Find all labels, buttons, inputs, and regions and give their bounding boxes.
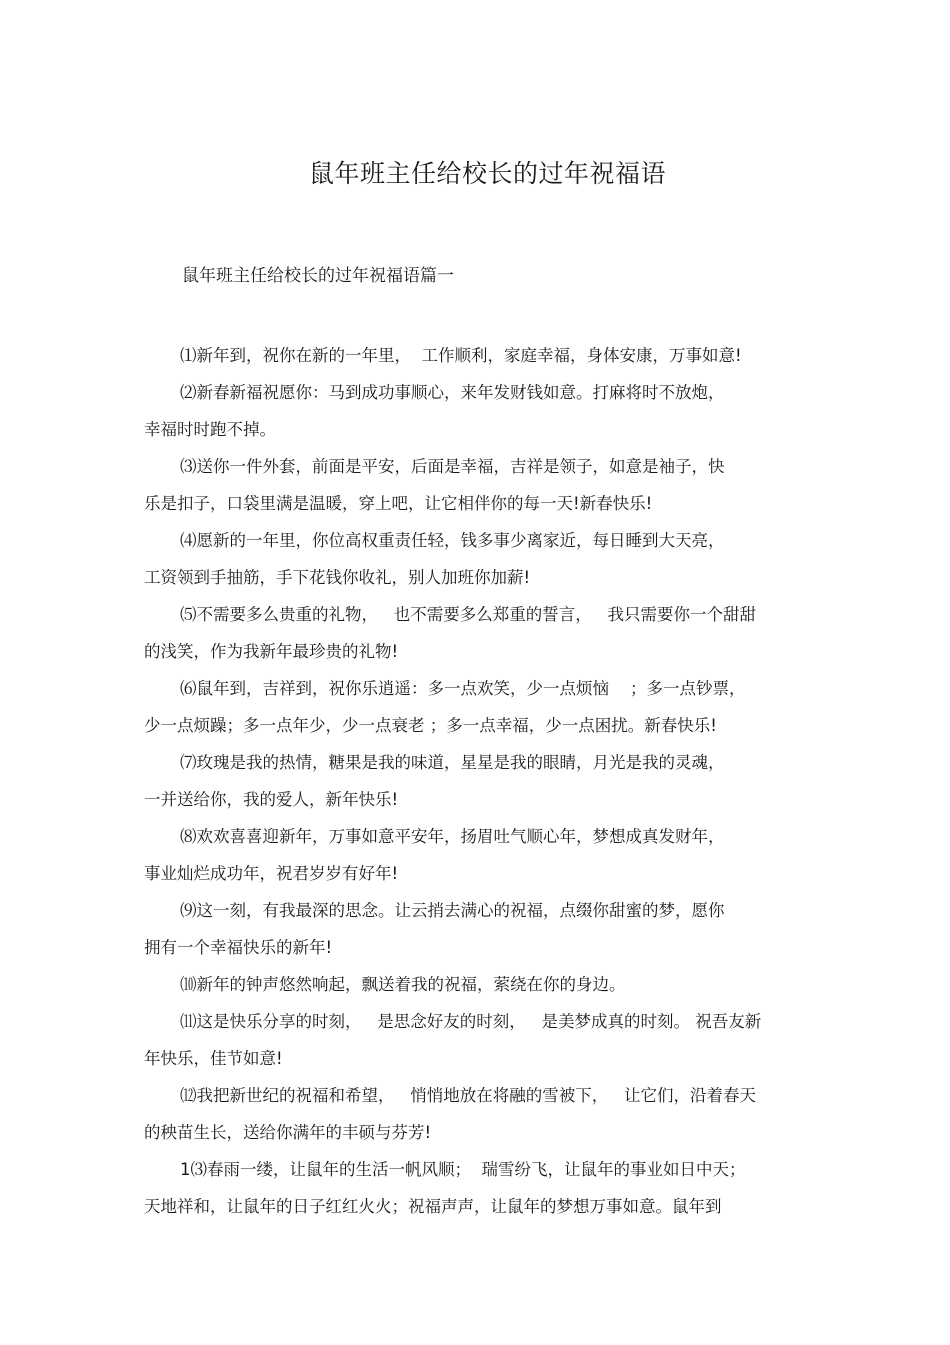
paragraph-7: [144, 744, 804, 818]
paragraph-line: ⑶送你一件外套，前面是平安，后面是幸福，吉祥是领子，如意是袖子，快: [180, 457, 725, 476]
paragraph-13: [144, 1151, 804, 1225]
paragraph-line: ⑻欢欢喜喜迎新年，万事如意平安年，扬眉吐气顺心年，梦想成真发财年，: [180, 827, 725, 846]
paragraph-line: ⑸不需要多么贵重的礼物， 也不需要多么郑重的誓言， 我只需要你一个甜甜: [180, 605, 756, 624]
paragraph-10: [144, 966, 804, 1003]
paragraph-2: [144, 374, 804, 448]
paragraph-line: 幸福时时跑不掉。: [144, 420, 276, 439]
paragraph-line: ⑼这一刻，有我最深的思念。让云捎去满心的祝福，点缀你甜蜜的梦，愿你: [180, 901, 725, 920]
paragraph-line: 工资领到手抽筋，手下花钱你收礼，别人加班你加薪!: [144, 568, 531, 587]
paragraph-line: 1⑶春雨一缕，让鼠年的生活一帆风顺； 瑞雪纷飞，让鼠年的事业如日中天；: [180, 1160, 746, 1179]
paragraph-line: 的浅笑，作为我新年最珍贵的礼物!: [144, 642, 399, 661]
paragraph-line: 年快乐，佳节如意!: [144, 1049, 283, 1068]
paragraph-line: 少一点烦躁；多一点年少，少一点衰老 ；多一点幸福，少一点困扰。新春快乐!: [144, 716, 717, 735]
paragraph-9: [144, 892, 804, 966]
paragraph-line: 天地祥和，让鼠年的日子红红火火；祝福声声，让鼠年的梦想万事如意。鼠年到: [144, 1197, 722, 1216]
paragraph-8: [144, 818, 804, 892]
paragraph-line: ⑴新年到，祝你在新的一年里， 工作顺利，家庭幸福，身体安康，万事如意!: [180, 346, 742, 365]
paragraph-line: ⑿我把新世纪的祝福和希望， 悄悄地放在将融的雪被下， 让它们，沿着春天: [180, 1086, 756, 1105]
paragraph-1: [144, 337, 804, 374]
paragraph-5: [144, 596, 804, 670]
document-body: [144, 337, 804, 1225]
paragraph-line: 的秧苗生长，送给你满年的丰硕与芬芳!: [144, 1123, 432, 1142]
paragraph-line: 一并送给你，我的爱人，新年快乐!: [144, 790, 399, 809]
paragraph-line: 拥有一个幸福快乐的新年!: [144, 938, 333, 957]
paragraph-line: 事业灿烂成功年，祝君岁岁有好年!: [144, 864, 399, 883]
paragraph-line: 乐是扣子，口袋里满是温暖，穿上吧，让它相伴你的每一天!新春快乐!: [144, 494, 653, 513]
document-title: 鼠年班主任给校长的过年祝福语: [308, 159, 666, 188]
paragraph-line: ⑹鼠年到，吉祥到，祝你乐逍遥：多一点欢笑，少一点烦恼 ；多一点钞票，: [180, 679, 746, 698]
paragraph-4: [144, 522, 804, 596]
paragraph-line: ⑾这是快乐分享的时刻， 是思念好友的时刻， 是美梦成真的时刻。 祝吾友新: [180, 1012, 762, 1031]
paragraph-line: ⑽新年的钟声悠然响起，飘送着我的祝福，萦绕在你的身边。: [180, 975, 626, 994]
paragraph-line: ⑷愿新的一年里，你位高权重责任轻，钱多事少离家近，每日睡到大天亮，: [180, 531, 725, 550]
paragraph-11: [144, 1003, 804, 1077]
paragraph-line: ⑵新春新福祝愿你：马到成功事顺心，来年发财钱如意。打麻将时不放炮，: [180, 383, 725, 402]
paragraph-6: [144, 670, 804, 744]
section-heading: 鼠年班主任给校长的过年祝福语篇一: [182, 266, 454, 286]
paragraph-3: [144, 448, 804, 522]
paragraph-12: [144, 1077, 804, 1151]
paragraph-line: ⑺玫瑰是我的热情，糖果是我的味道，星星是我的眼睛，月光是我的灵魂，: [180, 753, 725, 772]
